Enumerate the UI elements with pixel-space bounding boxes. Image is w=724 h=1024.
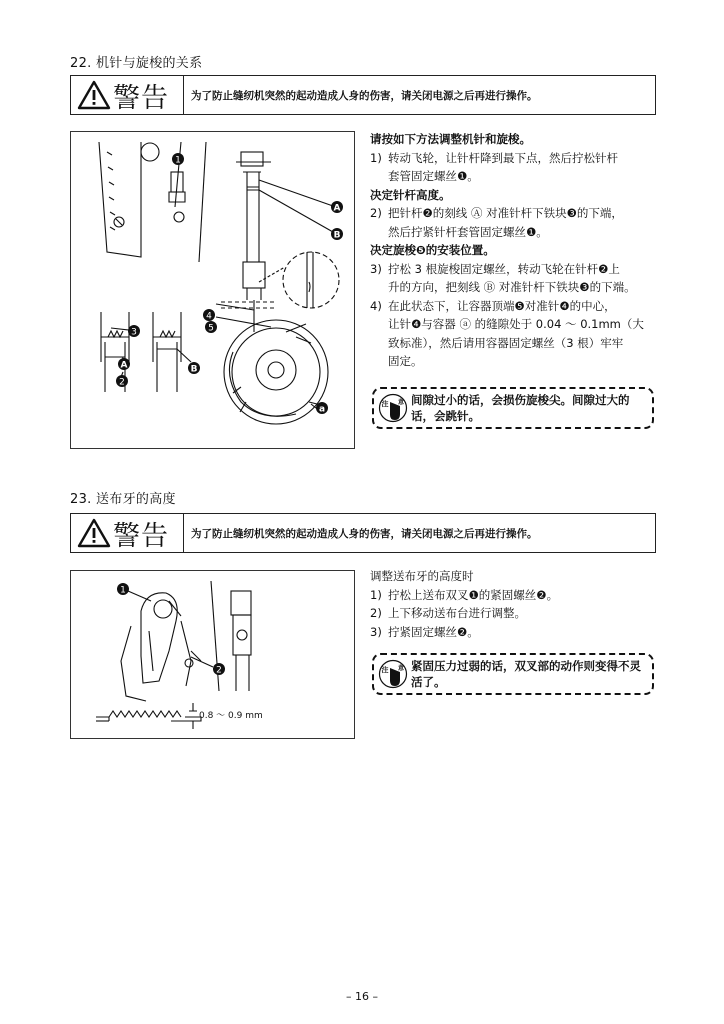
callout-B: B: [333, 230, 341, 241]
callout-A-lower: A: [120, 360, 128, 371]
figure-feed-dog: [70, 570, 355, 739]
warning-triangle-icon: [77, 518, 111, 548]
instr-step-4: 4) 在此状态下，让容器顶端❺对准针❹的中心， 让针❹与容器 ⓐ 的缝隙处于 0.04 ～ 0.1mm（大 致标准），然后请用容器固定螺丝（3 根）牢牢 固定。: [370, 298, 644, 368]
warning-text: 为了防止缝纫机突然的起动造成人身的伤害，请关闭电源之后再进行操作。: [191, 90, 538, 102]
instr-step-1: 1) 转动飞轮，让针杆降到最下点，然后拧松针杆 套管固定螺丝❶。: [370, 150, 618, 183]
callout-2: 2: [216, 665, 222, 676]
instr-heading: 调整送布牙的高度时: [370, 569, 474, 583]
callout-A: A: [333, 203, 341, 214]
warning-box-23: [70, 513, 656, 553]
instr-step-3: 3) 拧紧固定螺丝❷。: [370, 624, 479, 639]
instr-step-3: 3) 拧松 3 根旋梭固定螺丝，转动飞轮在针杆❷上 升的方向，把刻线 Ⓑ 对准针杆下铁块❸的下端。: [370, 261, 636, 294]
caution-text: 紧固压力过弱的话，双叉部的动作则变得不灵活了。: [411, 659, 641, 689]
page-number: – 16 –: [346, 990, 378, 1003]
warning-header: [71, 76, 184, 114]
caution-box-22: [372, 387, 654, 429]
caution-hand-icon: [378, 659, 408, 689]
callout-4: 4: [206, 311, 212, 322]
instr-subhead-2: 决定旋梭❺的安装位置。: [370, 243, 495, 257]
instr-step-2: 2) 把针杆❷的刻线 Ⓐ 对准针杆下铁块❸的下端， 然后拧紧针杆套管固定螺丝❶。: [370, 206, 623, 239]
callout-2: 2: [119, 377, 125, 388]
callout-B-lower: B: [190, 364, 198, 375]
caution-hand-icon: [378, 393, 408, 423]
section-23-title: 23. 送布牙的高度: [70, 492, 176, 507]
warning-box-22: [70, 75, 656, 115]
callout-1: 1: [120, 585, 126, 596]
dimension-label: 0.8 ～ 0.9 mm: [199, 711, 263, 721]
figure-needle-hook: [70, 131, 355, 449]
callout-5: 5: [208, 323, 214, 334]
warning-word: 警告: [113, 520, 169, 552]
instr-heading: 请按如下方法调整机针和旋梭。: [370, 132, 531, 146]
instr-step-1: 1) 拧松上送布双叉❶的紧固螺丝❷。: [370, 587, 559, 602]
warning-word: 警告: [113, 82, 169, 114]
caution-char-1: 注: [381, 666, 389, 674]
instructions-23: [370, 567, 660, 641]
caution-char-1: 注: [381, 400, 389, 408]
caution-box-23: [372, 653, 654, 695]
warning-triangle-icon: [77, 80, 111, 110]
needle-hook-illustration: [71, 132, 354, 448]
instr-subhead-1: 决定针杆高度。: [370, 187, 451, 202]
callout-1: 1: [175, 155, 181, 166]
feed-dog-illustration: [71, 571, 354, 738]
warning-header: [71, 514, 184, 552]
instr-step-2: 2) 上下移动送布台进行调整。: [370, 606, 526, 620]
fig23-callouts: [117, 583, 225, 676]
caution-char-2: 意: [397, 399, 405, 406]
warning-text: 为了防止缝纫机突然的起动造成人身的伤害，请关闭电源之后再进行操作。: [191, 528, 538, 540]
instructions-22: [370, 130, 660, 371]
section-22-title: 22. 机针与旋梭的关系: [70, 56, 203, 71]
callout-3: 3: [131, 327, 137, 338]
caution-char-2: 意: [397, 665, 405, 672]
caution-text: 间隙过小的话，会损伤旋梭尖。间隙过大的话，会跳针。: [411, 393, 630, 423]
callout-a: a: [318, 404, 326, 415]
